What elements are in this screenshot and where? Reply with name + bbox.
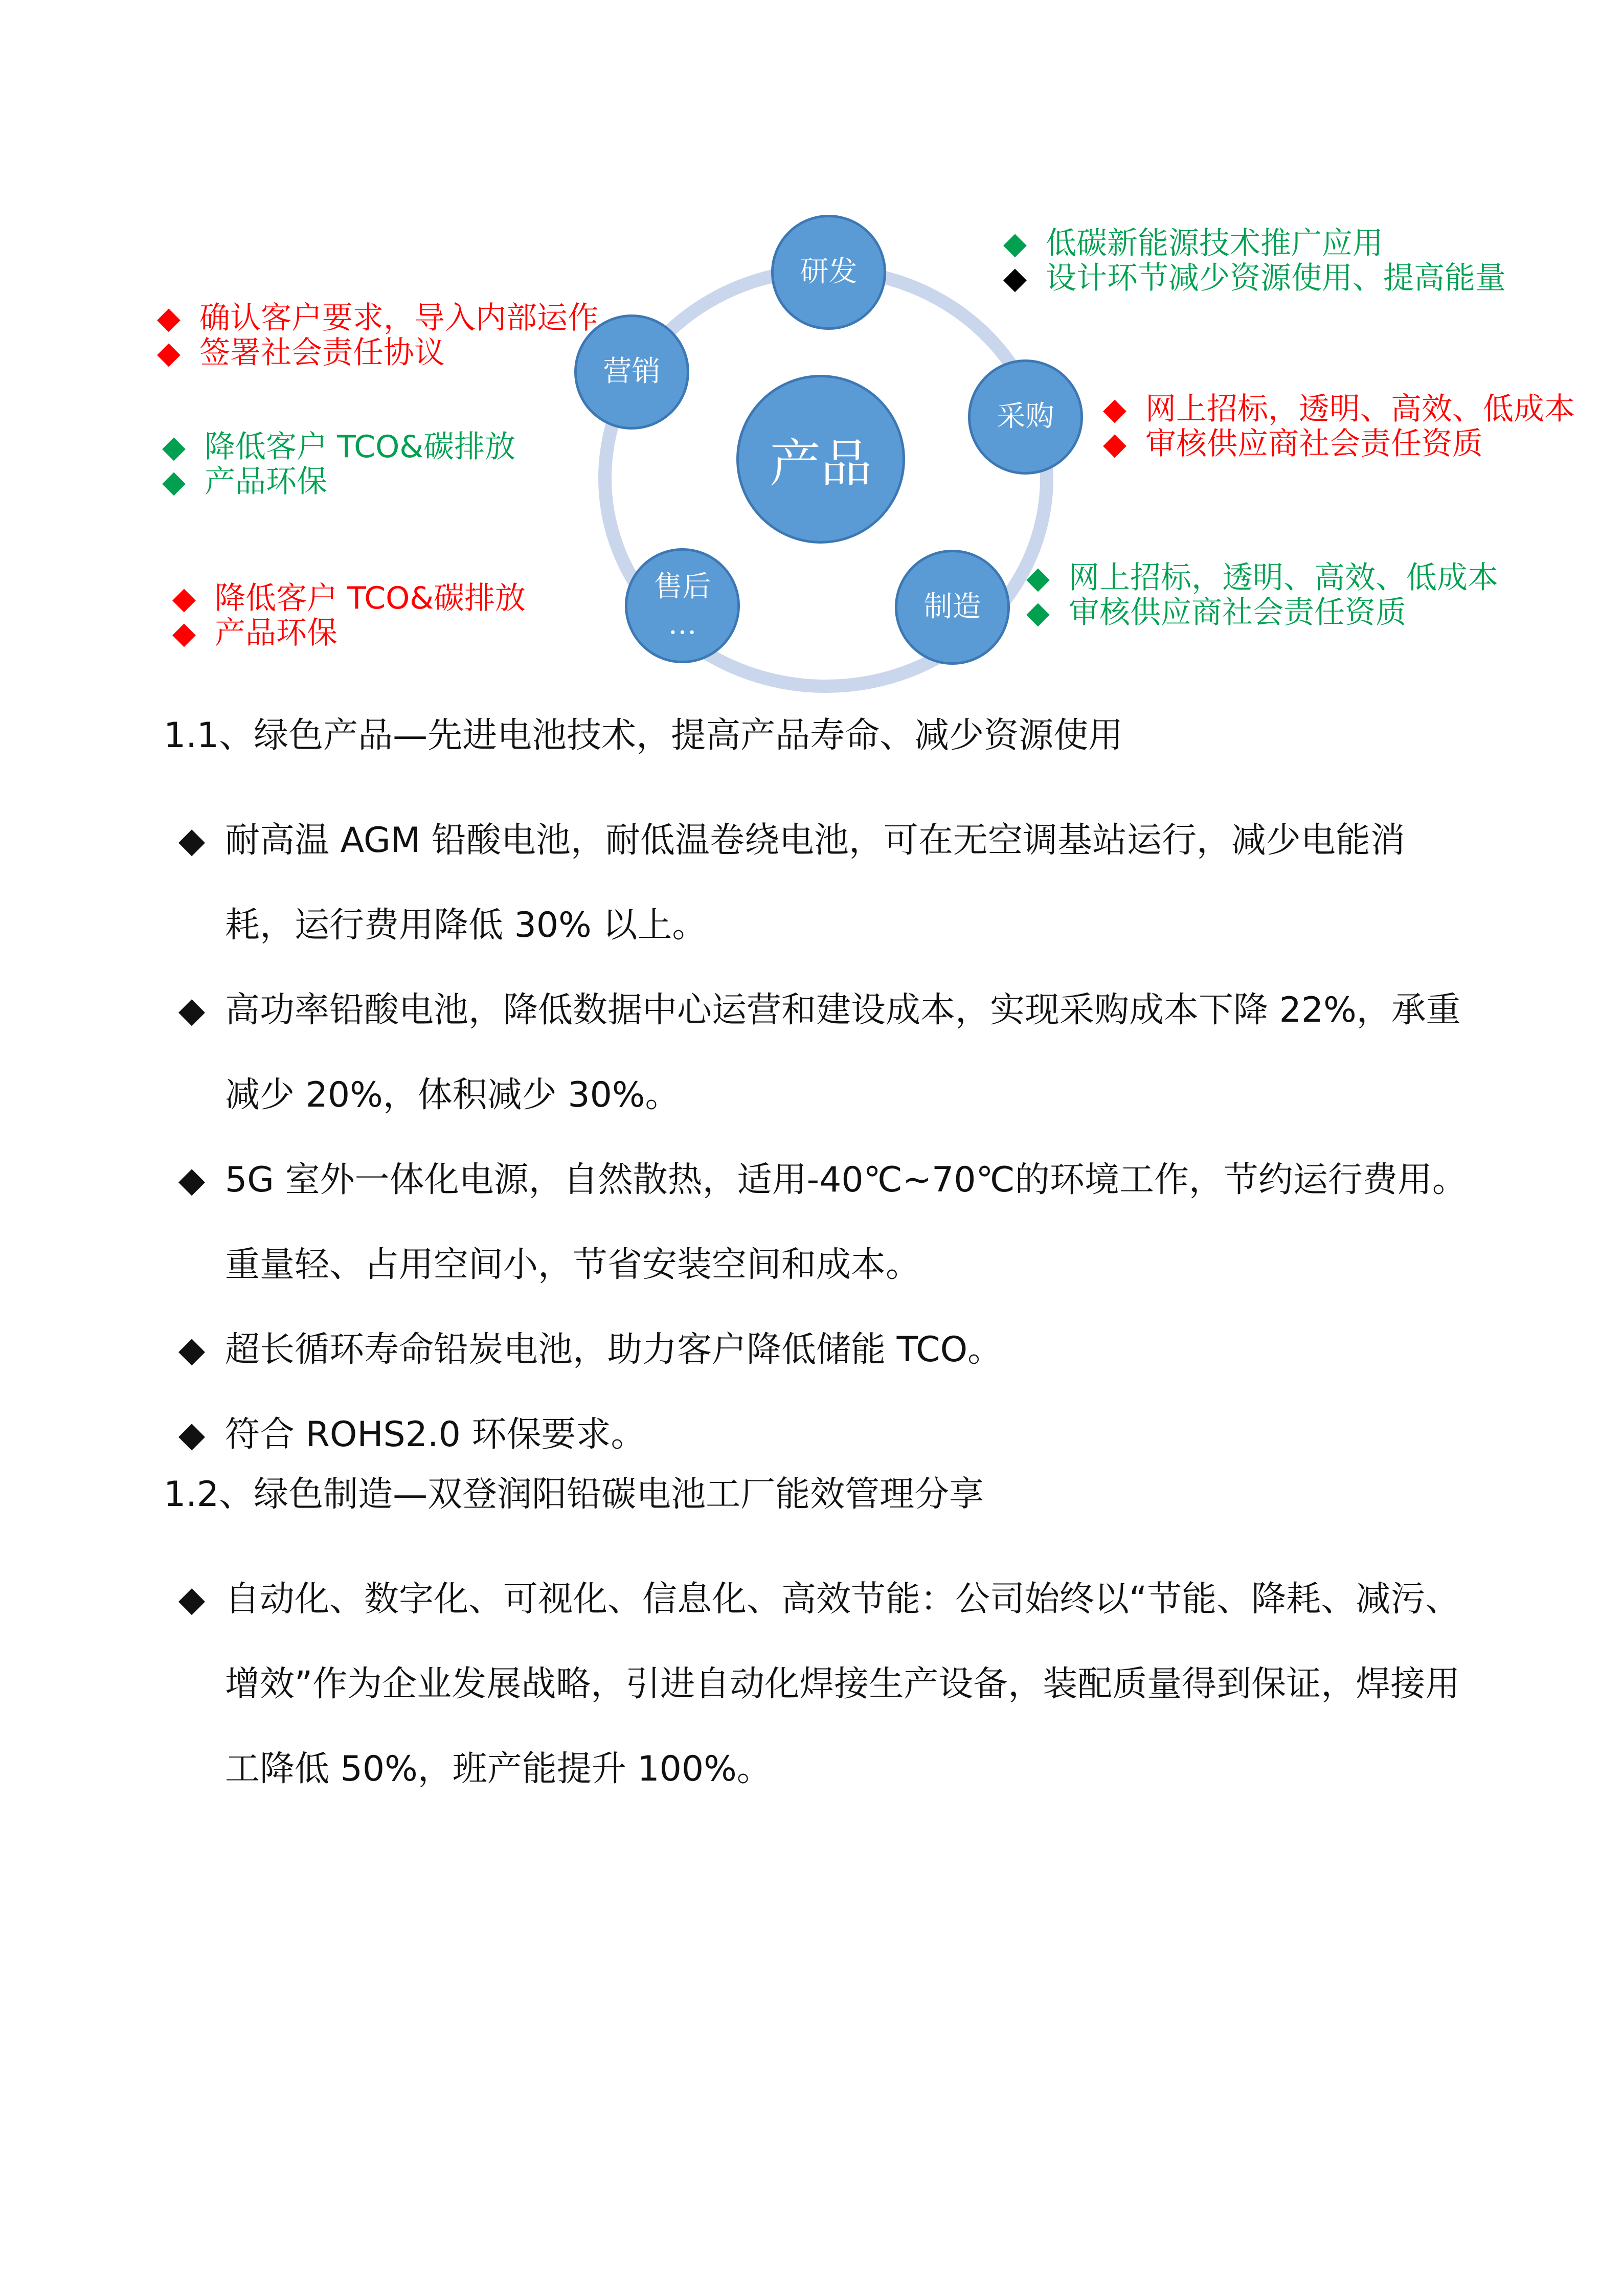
- list-item: [164, 1557, 1473, 1812]
- section-heading-1-2: 1.2、绿色制造—双登润阳铅碳电池工厂能效管理分享: [164, 1474, 984, 1515]
- diamond-bullet-icon: ◆: [156, 300, 181, 336]
- annotation-research: [1000, 226, 1506, 296]
- diamond-bullet-icon: ◆: [178, 1160, 206, 1200]
- center-product-label: 产品: [770, 434, 872, 493]
- annotation-purchasing: [1099, 392, 1575, 461]
- annotation-manufacturing-line-2: ◆ 审核供应商社会责任资质: [1023, 595, 1498, 630]
- list-item: [164, 798, 1473, 968]
- node-manufacturing: [895, 550, 1010, 665]
- node-after-sales-label: 售后: [653, 570, 711, 603]
- annotation-after-sales: [169, 581, 526, 650]
- node-after-sales: [625, 548, 740, 663]
- diamond-bullet-icon: ◆: [172, 580, 196, 616]
- list-item: [164, 1138, 1473, 1308]
- body-text: [164, 713, 1473, 1812]
- node-research-label: 研发: [800, 255, 858, 289]
- annotation-after-sales-line-2: ◆ 产品环保: [169, 616, 526, 650]
- annotation-marketing-red-line-2: ◆ 签署社会责任协议: [153, 335, 598, 370]
- list-item-text: 超长循环寿命铅炭电池，助力客户降低储能 TCO。: [225, 1330, 1003, 1370]
- diamond-bullet-icon: ◆: [178, 820, 206, 861]
- node-center-product: [736, 375, 905, 544]
- list-item-text: 5G 室外一体化电源，自然散热，适用-40℃~70℃的环境工作，节约运行费用。重量轻、占用空间小，节省安装空间和成本。: [225, 1160, 1467, 1285]
- annotation-marketing-red-line-1: ◆ 确认客户要求，导入内部运作: [153, 301, 598, 335]
- list-item: [164, 968, 1473, 1138]
- diamond-bullet-icon: ◆: [1026, 560, 1050, 596]
- annotation-research-line-1: ◆ 低碳新能源技术推广应用: [1000, 226, 1506, 261]
- annotation-research-line-2: ◆ 设计环节减少资源使用、提高能量: [1000, 261, 1506, 296]
- node-manufacturing-label: 制造: [923, 590, 981, 624]
- diamond-bullet-icon: ◆: [178, 1579, 206, 1619]
- list-item: [164, 1308, 1473, 1392]
- annotation-purchasing-line-1: ◆ 网上招标，透明、高效、低成本: [1099, 392, 1575, 426]
- list-item-text: 自动化、数字化、可视化、信息化、高效节能：公司始终以“节能、降耗、减污、增效”作为企业发展战略，引进自动化焊接生产设备，装配质量得到保证，焊接用工降低 50%，班产能提升 100%。: [225, 1579, 1460, 1789]
- node-research: [771, 215, 886, 330]
- diamond-bullet-icon: ◆: [1003, 260, 1027, 296]
- list-item-text: 耐高温 AGM 铅酸电池，耐低温卷绕电池，可在无空调基站运行，减少电能消耗，运行费用降低 30% 以上。: [225, 820, 1405, 946]
- node-marketing-label: 营销: [603, 355, 661, 389]
- annotation-marketing-green-line-1: ◆ 降低客户 TCO&碳排放: [159, 430, 515, 464]
- diamond-bullet-icon: ◆: [1026, 595, 1050, 631]
- annotation-after-sales-line-1: ◆ 降低客户 TCO&碳排放: [169, 581, 526, 616]
- list-item-text: 高功率铅酸电池，降低数据中心运营和建设成本，实现采购成本下降 22%，承重减少 20%，体积减少 30%。: [225, 990, 1461, 1115]
- list-item: [164, 1392, 1473, 1477]
- section-heading-1-1: 1.1、绿色产品—先进电池技术，提高产品寿命、减少资源使用: [164, 715, 1123, 756]
- diamond-bullet-icon: ◆: [172, 615, 196, 651]
- diamond-bullet-icon: ◆: [162, 464, 186, 500]
- diamond-bullet-icon: ◆: [156, 335, 181, 371]
- diamond-bullet-icon: ◆: [178, 1330, 206, 1370]
- annotation-manufacturing-line-1: ◆ 网上招标，透明、高效、低成本: [1023, 560, 1498, 595]
- diamond-bullet-icon: ◆: [1102, 426, 1127, 462]
- annotation-marketing-green-line-2: ◆ 产品环保: [159, 464, 515, 499]
- node-purchasing: [968, 359, 1083, 475]
- diamond-bullet-icon: ◆: [162, 429, 186, 465]
- annotation-marketing-red: [153, 301, 598, 370]
- diamond-bullet-icon: ◆: [1003, 226, 1027, 261]
- node-purchasing-label: 采购: [997, 400, 1054, 434]
- node-after-sales-ellipsis: …: [668, 607, 697, 641]
- annotation-marketing-green: [159, 430, 515, 499]
- annotation-purchasing-line-2: ◆ 审核供应商社会责任资质: [1099, 426, 1575, 461]
- diamond-bullet-icon: ◆: [178, 990, 206, 1030]
- diamond-bullet-icon: ◆: [178, 1414, 206, 1455]
- list-item-text: 符合 ROHS2.0 环保要求。: [225, 1414, 646, 1455]
- annotation-manufacturing: [1023, 560, 1498, 630]
- diamond-bullet-icon: ◆: [1102, 391, 1127, 427]
